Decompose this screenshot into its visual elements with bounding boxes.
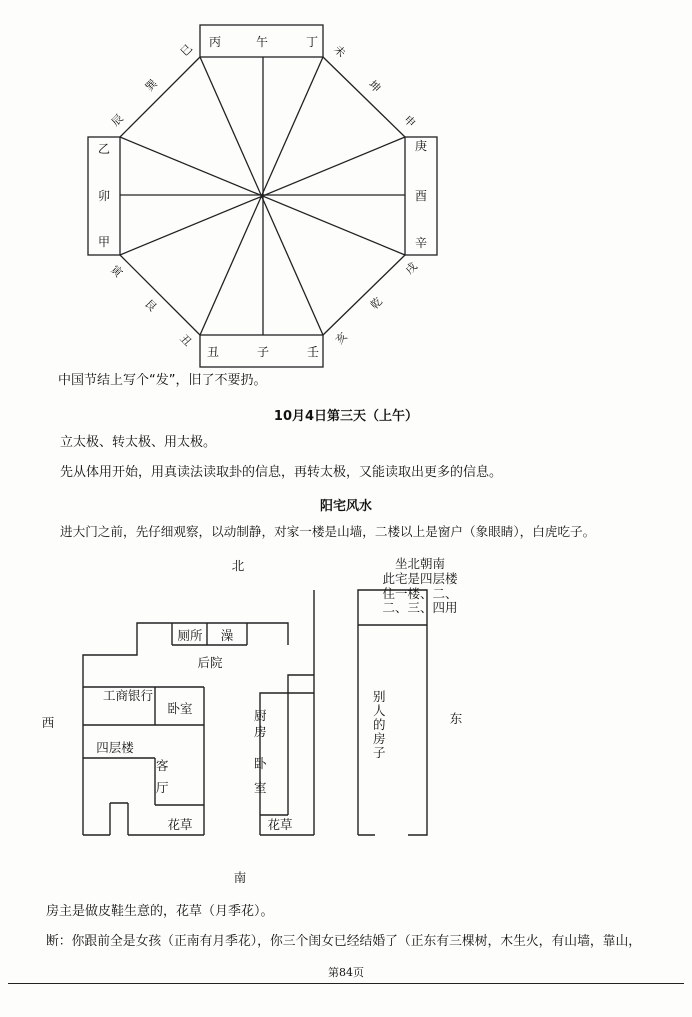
text-line-6: 断：你跟前全是女孩（正南有月季花），你三个闺女已经结婚了（正东有三棵树，木生火，有山墙，靠山， (46, 934, 642, 949)
edge-label-chen: 辰 (108, 111, 126, 129)
left-box-middle: 卯 (97, 189, 111, 203)
edge-label-xun: 巽 (142, 76, 160, 94)
bottom-box-right: 壬 (306, 345, 320, 359)
room-toilet: 厕所 (177, 628, 203, 643)
section-heading-date: 10月4日第三天（上午） (273, 409, 419, 424)
room-bedroom: 卧室 (167, 701, 193, 716)
room-backyard: 后院 (197, 655, 223, 670)
edge-label-chou: 丑 (177, 331, 195, 349)
left-box-top: 乙 (97, 142, 111, 156)
room-bank: 工商银行 (102, 688, 154, 703)
top-box-right: 丁 (305, 35, 319, 49)
edge-label-qian: 乾 (367, 294, 385, 312)
neighbor-house-label: 别人的房子 (373, 689, 386, 760)
text-line-3: 先从体用开始，用真读法读取卦的信息，再转太极，又能读取出更多的信息。 (60, 465, 503, 480)
room-living: 客厅 (156, 758, 169, 795)
room-four-storey: 四层楼 (96, 740, 134, 755)
page-number: 第84页 (328, 966, 364, 979)
edge-label-xu: 戌 (402, 259, 420, 277)
bottom-box-left: 丑 (206, 345, 220, 359)
text-line-5: 房主是做皮鞋生意的，花草（月季花）。 (46, 904, 274, 919)
bottom-box-center: 子 (256, 345, 270, 359)
room-kitchen: 厨房 (254, 708, 267, 739)
edge-label-shen: 申 (401, 112, 419, 130)
section-heading-yangzhai: 阳宅风水 (319, 499, 372, 514)
note-line-3: 住一楼、二、 (382, 586, 458, 601)
note-line-4: 二、三、四用 (382, 600, 458, 615)
right-box-bottom: 辛 (414, 236, 428, 250)
direction-west: 西 (41, 715, 55, 730)
edge-label-wei: 未 (331, 42, 349, 60)
direction-east: 东 (449, 711, 463, 726)
direction-north: 北 (231, 558, 245, 573)
note-line-1: 坐北朝南 (394, 556, 446, 571)
edge-label-kun: 坤 (366, 77, 384, 95)
note-line-2: 此宅是四层楼 (382, 571, 458, 586)
edge-label-hai: 亥 (332, 329, 350, 347)
room-bath: 澡 (220, 628, 234, 643)
text-line-4: 进大门之前，先仔细观察，以动制静，对家一楼是山墙，二楼以上是窗户（象眼睛），白虎吃子。 (60, 524, 596, 539)
top-box-left: 丙 (208, 35, 222, 49)
right-box-middle: 酉 (414, 189, 428, 203)
compass-diagram (0, 0, 692, 370)
top-box-center: 午 (255, 35, 269, 49)
left-box-bottom: 甲 (97, 235, 111, 249)
footer-rule (8, 983, 684, 984)
text-line-2: 立太极、转太极、用太极。 (60, 435, 217, 450)
edge-label-gen: 艮 (142, 296, 160, 314)
room-bedroom-2: 卧室 (254, 756, 267, 795)
edge-label-yin: 寅 (108, 262, 126, 280)
right-box-top: 庚 (414, 139, 428, 153)
edge-label-si: 巳 (177, 41, 195, 59)
direction-south: 南 (233, 870, 247, 885)
room-flowers-left: 花草 (167, 817, 193, 832)
floorplan-diagram (0, 545, 692, 895)
room-flowers-right: 花草 (267, 817, 293, 832)
text-line-1: 中国节结上写个“发”，旧了不要扔。 (58, 373, 267, 388)
